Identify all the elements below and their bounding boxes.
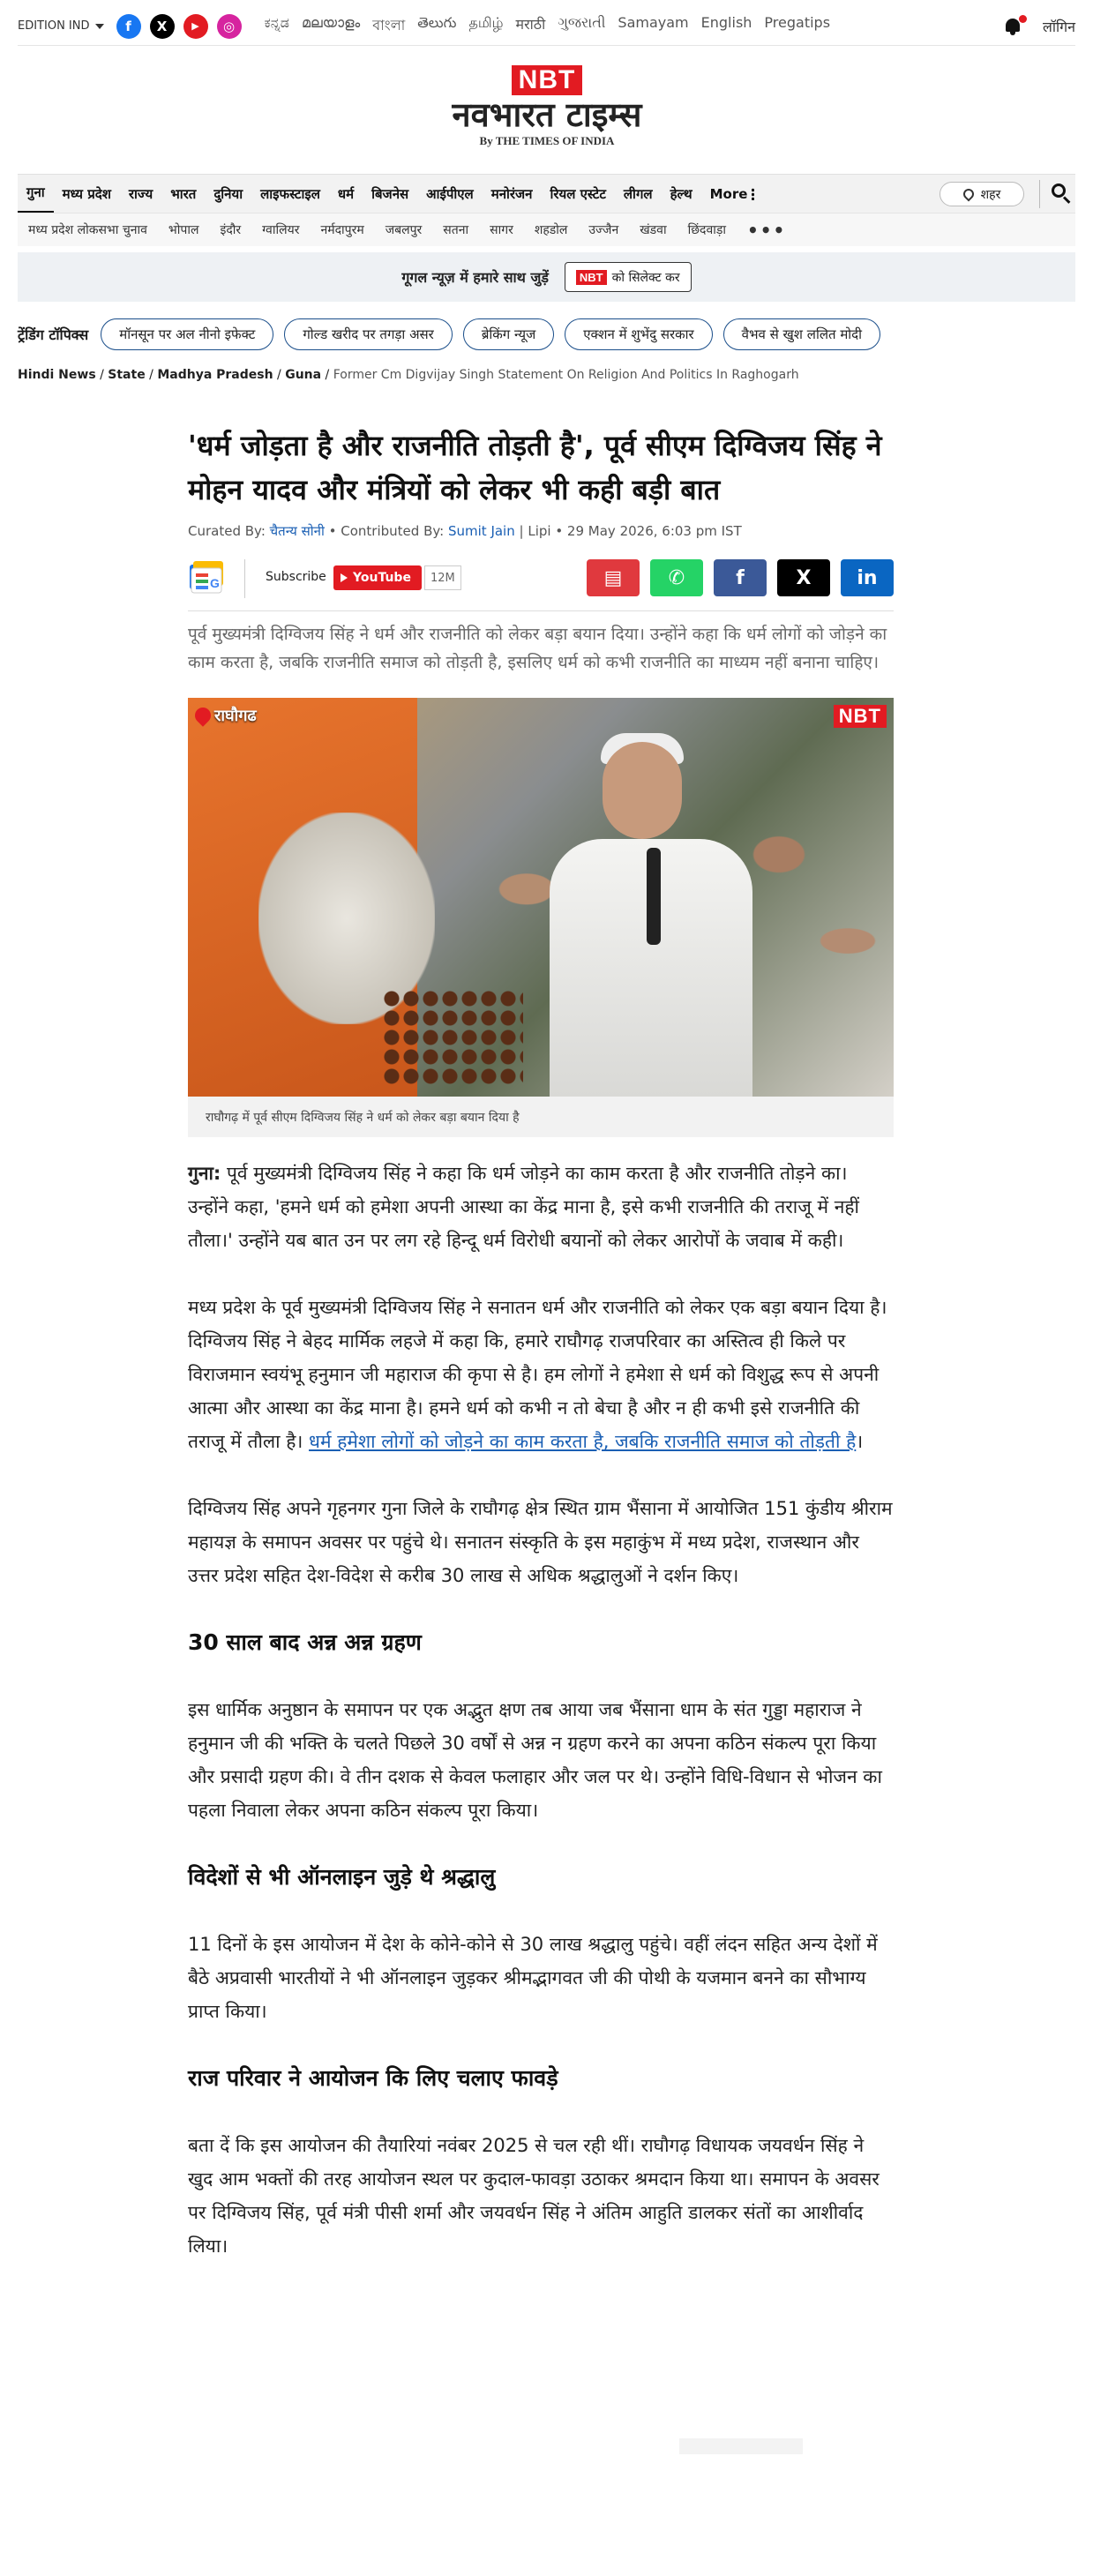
curator-link[interactable]: चैतन्य सोनी	[269, 523, 325, 539]
linkedin-icon[interactable]: in	[841, 559, 894, 596]
article	[188, 423, 894, 2296]
logo-title: नवभारत टाइम्स	[452, 95, 642, 134]
lang-link[interactable]: Pregatips	[764, 14, 831, 31]
location-pin-icon	[191, 704, 213, 726]
nav-more[interactable]	[701, 175, 764, 213]
nav-item[interactable]: लीगल	[623, 185, 653, 202]
edition-label: EDITION IND	[18, 19, 90, 33]
breadcrumb: Hindi News / State / Madhya Pradesh / Guna / Former Cm Digvijay Singh Statement On Religion And Politics In Raghogarh	[18, 368, 799, 382]
paragraph: बता दें कि इस आयोजन की तैयारियां नवंबर 2025 से चल रही थीं। राघौगढ़ विधायक जयवर्धन सिंह ने खुद आम भक्तों की तरह आयोजन स्थल पर कुदाल-फावड़ा उठाकर श्रमदान किया था। समापन के अवसर पर दिग्विजय सिंह, पूर्व मंत्री पीसी शर्मा और जयवर्धन सिंह ने अंतिम आहुति डालकर संतों का आशीर्वाद लिया।	[188, 2135, 880, 2257]
article-headline: 'धर्म जोड़ता है और राजनीति तोड़ती है', पूर्व सीएम दिग्विजय सिंह ने मोहन यादव और मंत्रियों को लेकर भी कही बड़ी बात	[188, 429, 882, 506]
paragraph: 11 दिनों के इस आयोजन में देश के कोने-कोने से 30 लाख श्रद्धालु पहुंचे। वहीं लंदन सहित अन्य देशों में बैठे अप्रवासी भारतीयों ने भी ऑनलाइन जुड़कर श्रीमद्भागवत जी की पोथी के यजमान बनने का सौभाग्य प्राप्त किया।	[188, 1934, 878, 2022]
main-nav	[18, 174, 1075, 213]
x-icon[interactable]: X	[150, 14, 175, 39]
whatsapp-icon[interactable]: ✆	[650, 559, 703, 596]
logo-badge: NBT	[512, 65, 583, 95]
nav-item[interactable]: धर्म	[337, 185, 355, 202]
divider	[188, 610, 894, 611]
lang-link[interactable]: ગુજરાતી	[558, 14, 606, 31]
paragraph-text: पूर्व मुख्यमंत्री दिग्विजय सिंह ने कहा कि धर्म जोड़ने का काम करता है और राजनीति तोड़ने का। उन्होंने कहा, 'हमने धर्म को हमेशा अपनी आस्था का केंद्र माना है, इसे कभी राजनीति की तराजू में नहीं तौला।' उन्होंने यब बात उन पर लग रहे हिन्दू धर्म विरोधी बयानों को लेकर आरोपों के जवाब में कही।	[188, 1163, 859, 1251]
nav-item[interactable]: मनोरंजन	[490, 185, 533, 202]
nav-item[interactable]: राज्य	[128, 185, 153, 202]
paragraph: इस धार्मिक अनुष्ठान के समापन पर एक अद्भुत क्षण तब आया जब भैंसाना धाम के संत गुड्डा महाराज ने हनुमान जी की भक्ति के चलते पिछले 30 वर्षों से अन्न न ग्रहण करने का अपना कठिन संकल्प पूरा किया और प्रसादी ग्रहण की। वे तीन दशक से केवल फलाहार और जल पर थे। उन्होंने विधि-विधान से भोजन का पहला निवाला लेकर अपना कठिन संकल्प पूरा किया।	[188, 1699, 882, 1821]
instagram-icon[interactable]: ◎	[217, 14, 242, 39]
trending-topics	[18, 318, 1075, 351]
svg-text:G: G	[210, 576, 220, 590]
chevron-down-icon	[95, 24, 104, 29]
share-row	[188, 559, 894, 598]
google-news-bar	[18, 252, 1075, 302]
city-selector[interactable]	[940, 182, 1024, 206]
lang-link[interactable]: தமிழ்	[468, 14, 504, 31]
subnav-item[interactable]: भोपाल	[168, 223, 199, 237]
google-news-text: गूगल न्यूज़ में हमारे साथ जुड़ें	[401, 269, 549, 286]
microphone-icon	[647, 848, 661, 945]
nav-divider	[1039, 180, 1040, 208]
subnav-item[interactable]: नर्मदापुरम	[320, 223, 364, 237]
youtube-play-icon	[341, 573, 348, 582]
lang-link[interactable]: ಕನ್ನಡ	[264, 14, 289, 31]
article-meta: | Lipi • 29 May 2026, 6:03 pm IST	[519, 523, 742, 539]
location-pin-icon	[961, 187, 976, 202]
lang-link[interactable]: English	[700, 14, 752, 31]
trending-topic[interactable]: वैभव से खुश ललित मोदी	[723, 318, 880, 350]
article-synopsis: पूर्व मुख्यमंत्री दिग्विजय सिंह ने धर्म और राजनीति को लेकर बड़ा बयान दिया। उन्होंने कहा कि धर्म लोगों को जोड़ने का काम करता है, जबकि राजनीति समाज को तोड़ती है, इसलिए धर्म को कभी राजनीति का माध्यम नहीं बनाना चाहिए।	[188, 625, 887, 672]
trending-label: ट्रेंडिंग टॉपिक्स	[18, 326, 89, 343]
youtube-label: YouTube	[353, 571, 411, 585]
notification-dot	[1019, 15, 1027, 23]
byline	[188, 522, 894, 540]
google-news-button-label: को सिलेक्ट कर	[611, 270, 680, 285]
subnav-item[interactable]: शहडोल	[534, 223, 568, 237]
paragraph-end: ।	[856, 1431, 864, 1452]
x-share-icon[interactable]: X	[777, 559, 830, 596]
sub-nav	[18, 213, 1075, 246]
trending-topic[interactable]: एक्शन में शुभेंदु सरकार	[565, 318, 712, 350]
youtube-subscribe-button[interactable]	[333, 565, 422, 590]
paragraph-text: मध्य प्रदेश के पूर्व मुख्यमंत्री दिग्विजय सिंह ने सनातन धर्म और राजनीति को लेकर एक बड़ा बयान दिया है। दिग्विजय सिंह ने बेहद मार्मिक लहजे में कहा कि, हमारे राघौगढ़ राजपरिवार का अस्तित्व ही किले पर विराजमान स्वयंभू हनुमान जी महाराज की कृपा से है। हम लोगों ने हमेशा से धर्म को विशुद्ध रूप से अपनी आत्मा और आस्था का केंद्र माना है। हमने धर्म को कभी न तो बेचा है और न ही कभी इसे राजनीति की तराजू में तौला है।	[188, 1297, 887, 1452]
share-buttons	[587, 559, 894, 596]
nav-item[interactable]: बिजनेस	[371, 185, 409, 202]
breadcrumb-item[interactable]: Madhya Pradesh	[157, 368, 273, 382]
google-news-follow-button[interactable]	[565, 262, 692, 292]
subnav-item[interactable]: इंदौर	[220, 223, 242, 237]
curated-label: Curated By:	[188, 523, 266, 539]
section-heading: विदेशों से भी ऑनलाइन जुड़े थे श्रद्धालु	[188, 1864, 496, 1890]
youtube-subscriber-count: 12M	[424, 565, 461, 590]
image-caption: राघौगढ़ में पूर्व सीएम दिग्विजय सिंह ने धर्म को लेकर बड़ा बयान दिया है	[188, 1097, 894, 1137]
nbt-badge: NBT	[576, 270, 607, 285]
paragraph	[188, 1291, 894, 1458]
subnav-item[interactable]: ग्वालियर	[262, 223, 300, 237]
facebook-share-icon[interactable]: f	[714, 559, 767, 596]
city-label: शहर	[980, 187, 1001, 202]
top-right	[1004, 17, 1075, 36]
paragraph: दिग्विजय सिंह अपने गृहनगर गुना जिले के राघौगढ़ क्षेत्र स्थित ग्राम भैंसाना में आयोजित 151 कुंडीय श्रीराम महायज्ञ के समापन अवसर पर पहुंचे थे। सनातन संस्कृति के इस महाकुंभ में मध्य प्रदेश, राजस्थान और उत्तर प्रदेश सहित देश-विदेश से करीब 30 लाख से अधिक श्रद्धालुओं ने दर्शन किए।	[188, 1498, 893, 1586]
nav-item-guna[interactable]: गुना	[18, 175, 54, 213]
image-location	[195, 705, 257, 726]
top-bar	[18, 7, 1075, 46]
lang-link[interactable]: Samayam	[618, 14, 689, 31]
article-image[interactable]	[188, 698, 894, 1097]
breadcrumb-item[interactable]: Hindi News	[18, 368, 96, 382]
lang-link[interactable]: বাংলা	[372, 17, 406, 34]
paragraph	[188, 1157, 894, 1257]
bell-icon[interactable]	[1004, 17, 1022, 36]
subnav-item[interactable]: छिंदवाड़ा	[687, 223, 726, 237]
breadcrumb-item[interactable]: Guna	[285, 368, 322, 382]
dateline: गुना:	[188, 1163, 221, 1184]
subnav-item[interactable]: मध्य प्रदेश लोकसभा चुनाव	[28, 223, 147, 237]
social-links	[116, 14, 242, 39]
subnav-item[interactable]: जबलपुर	[385, 223, 423, 237]
subnav-item[interactable]: उज्जैन	[588, 223, 619, 237]
image-location-label: राघौगढ	[214, 707, 257, 725]
nav-item[interactable]: लाइफस्टाइल	[260, 185, 320, 202]
nav-more-label: More	[709, 185, 748, 202]
logo-subtitle: By THE TIMES OF INDIA	[479, 134, 615, 147]
comment-icon[interactable]: ▤	[587, 559, 640, 596]
site-logo[interactable]	[441, 65, 653, 154]
kebab-icon	[752, 188, 754, 200]
image-watermark: NBT	[834, 705, 887, 728]
contributor-link[interactable]: Sumit Jain	[447, 523, 515, 539]
trending-topic[interactable]: गोल्ड खरीद पर तगड़ा असर	[284, 318, 452, 350]
inline-link[interactable]: धर्म हमेशा लोगों को जोड़ने का काम करता है, जबकि राजनीति समाज को तोड़ती है	[309, 1431, 857, 1452]
lang-link[interactable]: తెలుగు	[417, 14, 457, 31]
language-links	[265, 14, 831, 38]
google-news-icon[interactable]	[188, 559, 225, 596]
section-heading: राज परिवार ने आयोजन कि लिए चलाए फावड़े	[188, 2065, 558, 2091]
section-heading: 30 साल बाद अन्न अन्न ग्रहण	[188, 1629, 422, 1655]
subnav-item[interactable]: सतना	[443, 223, 469, 237]
nav-item[interactable]: मध्य प्रदेश	[62, 185, 111, 202]
trending-topic[interactable]: मॉनसून पर अल नीनो इफेक्ट	[101, 318, 273, 350]
youtube-icon[interactable]: ▶	[183, 14, 208, 39]
ad-placeholder	[679, 2438, 803, 2454]
login-link[interactable]: लॉगिन	[1042, 18, 1075, 35]
share-divider	[244, 559, 245, 598]
contributed-label: • Contributed By:	[328, 523, 445, 539]
breadcrumb-item[interactable]: State	[108, 368, 146, 382]
nav-item[interactable]: आईपीएल	[426, 185, 474, 202]
trending-topic[interactable]: ब्रेकिंग न्यूज	[463, 318, 554, 350]
facebook-icon[interactable]: f	[116, 14, 141, 39]
subscribe-label: Subscribe	[266, 570, 326, 584]
nav-item[interactable]: रियल एस्टेट	[550, 185, 606, 202]
nav-item[interactable]: दुनिया	[213, 185, 243, 202]
subnav-item[interactable]: खंडवा	[640, 223, 667, 237]
edition-selector[interactable]	[18, 19, 104, 33]
nav-item[interactable]: भारत	[170, 185, 197, 202]
subnav-item[interactable]: सागर	[490, 223, 513, 237]
article-body	[188, 1157, 894, 2263]
search-icon[interactable]	[1052, 183, 1071, 203]
nav-item[interactable]: हेल्थ	[670, 185, 692, 202]
breadcrumb-current: Former Cm Digvijay Singh Statement On Religion And Politics In Raghogarh	[333, 368, 799, 382]
subnav-more-button[interactable]: •••	[746, 219, 787, 241]
lang-link[interactable]: മലയാളം	[301, 14, 361, 31]
lang-link[interactable]: मराठी	[515, 16, 546, 33]
